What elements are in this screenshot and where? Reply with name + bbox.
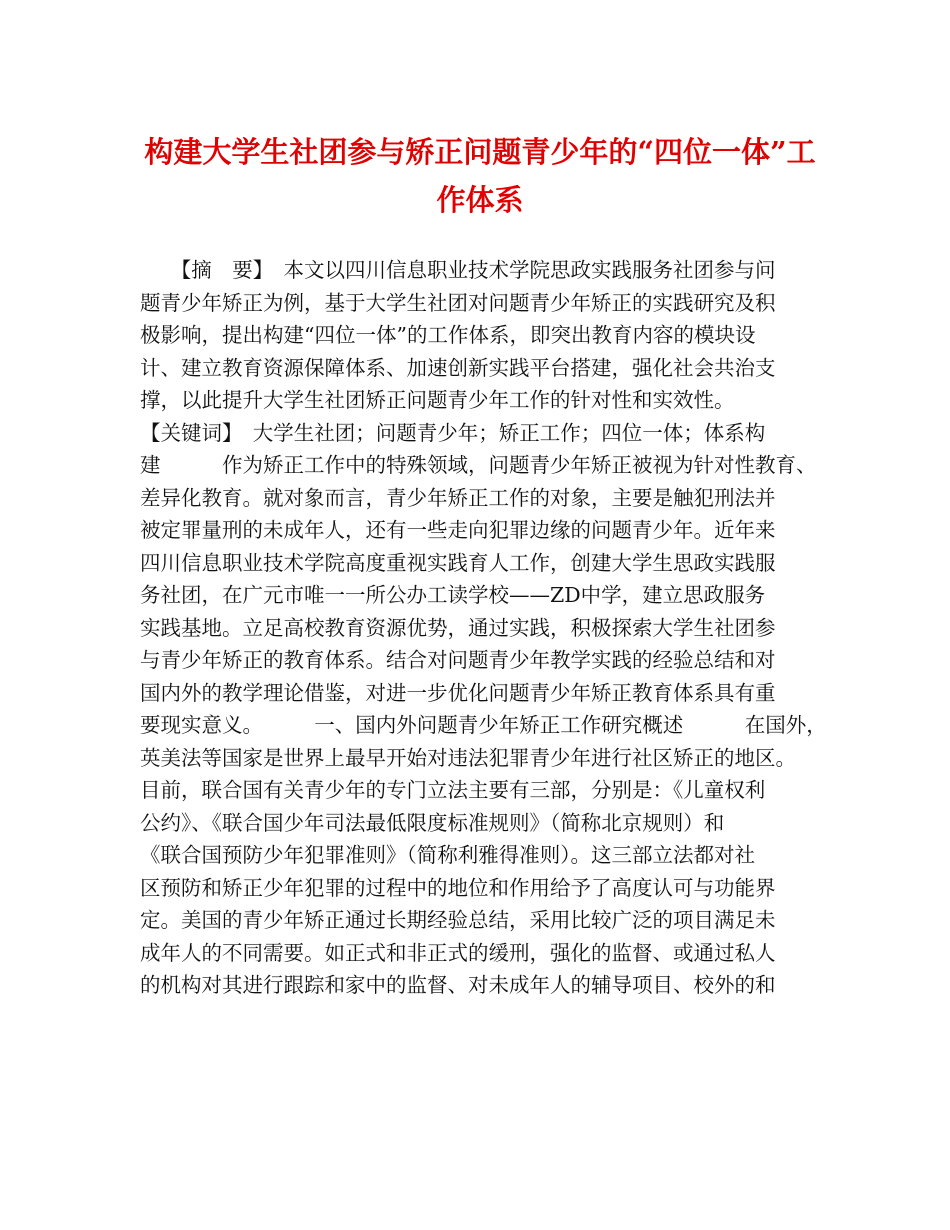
body-line: 定。美国的青少年矫正通过长期经验总结，采用比较广泛的项目满足未 [140,908,776,932]
body-line: 实践基地。立足高校教育资源优势，通过实践，积极探索大学生社团参 [140,615,776,640]
abstract-line: 极影响，提出构建“四位一体”的工作体系，即突出教育内容的模块设 [140,323,756,347]
body-line: 要现实意义。 一、国内外问题青少年矫正工作研究概述 在国外， [140,713,827,737]
body-line: 成年人的不同需要。如正式和非正式的缓刑，强化的监督、或通过私人 [140,940,776,965]
body-line: 区预防和矫正少年犯罪的过程中的地位和作用给予了高度认可与功能界 [140,875,776,900]
body-line: 《联合国预防少年犯罪准则》（简称利雅得准则）。这三部立法都对社 [140,843,755,867]
document-body [140,254,830,1002]
document-title [140,128,820,224]
body-line: 的机构对其进行跟踪和家中的监督、对未成年人的辅导项目、校外的和 [140,973,776,997]
title-line: 作体系 [436,183,524,217]
body-line: 公约》、《联合国少年司法最低限度标准规则》（简称北京规则）和 [140,810,725,835]
body-line: 建 作为矫正工作中的特殊领域，问题青少年矫正被视为针对性教育、 [140,453,817,477]
body-line: 差异化教育。就对象而言，青少年矫正工作的对象，主要是触犯刑法并 [140,485,776,510]
body-line: 目前，联合国有关青少年的专门立法主要有三部，分别是：《儿童权利 [140,778,766,802]
abstract-line: 计、建立教育资源保障体系、加速创新实践平台搭建，强化社会共治支 [140,355,776,380]
body-line: 务社团，在广元市唯一一所公办工读学校——ZD中学，建立思政服务 [140,583,766,607]
abstract-line: 题青少年矫正为例，基于大学生社团对问题青少年矫正的实践研究及积 [140,290,776,315]
abstract-line: 撑，以此提升大学生社团矫正问题青少年工作的针对性和实效性。 [140,388,735,412]
body-line: 被定罪量刑的未成年人，还有一些走向犯罪边缘的问题青少年。近年来 [140,518,776,542]
keywords-line: 【关键词】 大学生社团；问题青少年；矫正工作；四位一体；体系构 [140,420,766,445]
body-line: 与青少年矫正的教育体系。结合对问题青少年教学实践的经验总结和对 [140,648,776,672]
body-line: 国内外的教学理论借鉴，对进一步优化问题青少年矫正教育体系具有重 [140,680,776,705]
title-line: 构建大学生社团参与矫正问题青少年的“四位一体”工 [144,135,816,169]
body-line: 四川信息职业技术学院高度重视实践育人工作，创建大学生思政实践服 [140,550,776,575]
abstract-line: 【摘 要】 本文以四川信息职业技术学院思政实践服务社团参与问 [140,258,776,282]
body-line: 英美法等国家是世界上最早开始对违法犯罪青少年进行社区矫正的地区。 [140,745,796,770]
